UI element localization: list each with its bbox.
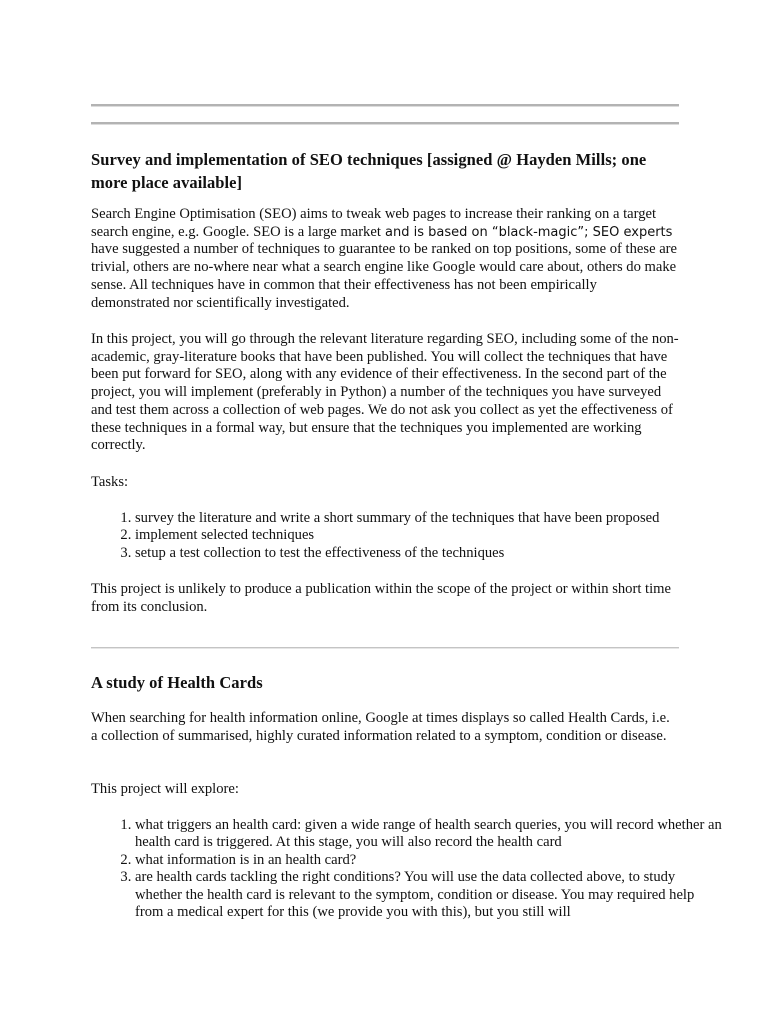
health-cards-item: 3. are health cards tackling the right conditions? You will use the data collected above, to study whether the health card is relevant to the symptom, condition or disease. You may required help from a medical expert for this (we provide you with this), but you still will xyxy=(135,869,725,921)
top-divider-1 xyxy=(91,104,679,107)
seo-intro-paragraph xyxy=(91,206,679,312)
health-cards-list xyxy=(91,817,725,921)
seo-tasks-list xyxy=(91,510,725,562)
seo-task-item: 1. survey the literature and write a short summary of the techniques that have been proposed xyxy=(135,510,725,527)
seo-tasks-label: Tasks: xyxy=(91,474,129,490)
health-cards-section-title: A study of Health Cards xyxy=(91,673,263,692)
health-cards-item: 2. what information is in an health card? xyxy=(135,852,725,869)
seo-intro-text-a: Search Engine Optimisation (SEO) aims to tweak web pages to increase their ranking on a target search engine, e.g. Google. SEO is a large market xyxy=(91,206,657,240)
seo-intro-text-b: and is based on “black-magic”; SEO experts xyxy=(380,224,673,240)
seo-intro-text-c: have suggested a number of techniques to guarantee to be ranked on top positions, some of these are trivial, others are no-where near what a search engine like Google would care about, others do make sense. All techniques have in common that their effectiveness has not been empirically demonstrated nor scientifically investigated. xyxy=(91,241,678,311)
health-cards-item: 1. what triggers an health card: given a wide range of health search queries, you will record whether an health card is triggered. At this stage, you will also record the health card xyxy=(135,817,725,852)
section-divider xyxy=(91,647,679,649)
health-cards-explore-label: This project will explore: xyxy=(91,781,239,797)
seo-task-item: 2. implement selected techniques xyxy=(135,527,725,544)
seo-task-item: 3. setup a test collection to test the effectiveness of the techniques xyxy=(135,545,725,562)
seo-body-paragraph: In this project, you will go through the relevant literature regarding SEO, including some of the non-academic, gray-literature books that have been published. You will collect the techniques that have been put forward for SEO, along with any evidence of their effectiveness. In the second part of the project, you will implement (preferably in Python) a number of the techniques you have surveyed and test them across a collection of web pages. We do not ask you collect as yet the effectiveness of these techniques in a formal way, but ensure that the techniques you implemented are working correctly. xyxy=(91,331,679,454)
seo-closing-paragraph: This project is unlikely to produce a publication within the scope of the project or within short time from its conclusion. xyxy=(91,581,671,615)
health-cards-intro-paragraph: When searching for health information online, Google at times displays so called Health Cards, i.e. a collection of summarised, highly curated information related to a symptom, condition or disease. xyxy=(91,710,670,744)
top-divider-2 xyxy=(91,122,679,125)
seo-section-title: Survey and implementation of SEO techniques [assigned @ Hayden Mills; one more place available] xyxy=(91,150,647,192)
